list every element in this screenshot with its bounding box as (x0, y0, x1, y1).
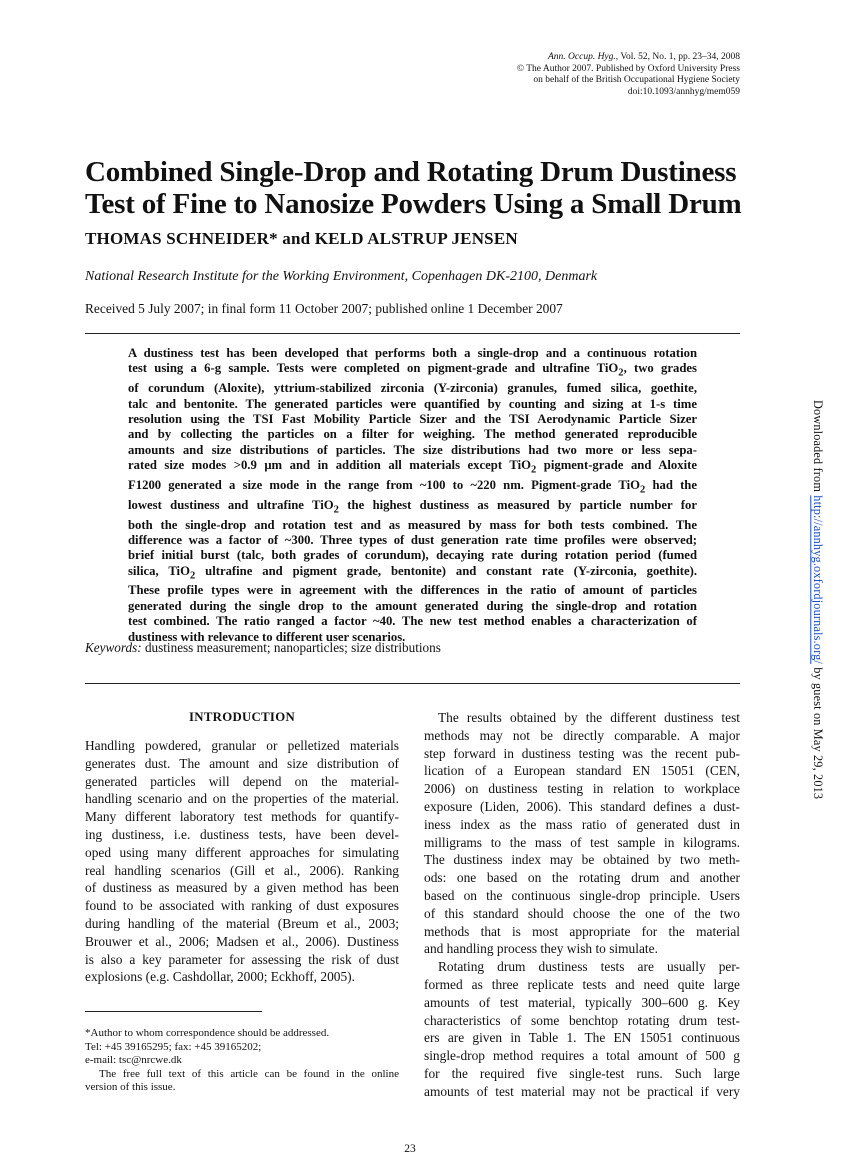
abstract-line: amounts and size distributions of particles. The size distributions had two more or less sepa- (128, 442, 697, 457)
abstract-line: rated size modes >0.9 μm and in addition all materials except TiO$_2$ pigment-grade and Aloxite (128, 457, 697, 476)
abstract (128, 346, 697, 645)
title-line: Combined Single-Drop and Rotating Drum Dustiness (85, 156, 737, 188)
section-heading-introduction: INTRODUCTION (189, 710, 295, 724)
body-line: milligrams to the mass of test sample in kilograms. (424, 834, 740, 850)
page-number: 23 (404, 1143, 416, 1155)
body-line: and handling process they wish to simulate. (424, 941, 658, 957)
body-line: 2006) on dustiness testing in relation to workplace (424, 781, 740, 797)
body-line: single-drop method requires a total amount of 500 g (424, 1048, 740, 1064)
journal-citation: Ann. Occup. Hyg., Vol. 52, No. 1, pp. 23–34, 2008 (547, 52, 740, 62)
footnote-line: The free full text of this article can be found in the online (99, 1067, 399, 1080)
divider-bottom (85, 683, 740, 684)
authors: THOMAS SCHNEIDER* and KELD ALSTRUP JENSEN (85, 229, 518, 248)
body-line: handling scenario and on the properties of the material. (85, 791, 399, 807)
body-line: generated particles will depend on the material- (85, 773, 399, 789)
abstract-line: generated during the single drop to the amount generated during the single-drop and rotation (128, 598, 697, 613)
body-line: ods: one based on the rotating drum and another (424, 870, 740, 886)
keywords (85, 640, 441, 656)
body-line: is also a key parameter for assessing the risk of dust (85, 951, 399, 967)
abstract-line: difference was a factor of ~300. Three types of dust generation rate time profiles were observed; (128, 532, 697, 547)
body-line: The dustiness index may be obtained by two meth- (424, 852, 740, 868)
doi-line: doi:10.1093/annhyg/mem059 (627, 87, 740, 98)
body-line: oped using many different approaches for simulating (85, 844, 399, 860)
body-line: real handling scenarios (Gill et al., 2006). Ranking (85, 862, 399, 878)
body-line: methods that is most appropriate for the material (424, 923, 740, 939)
abstract-line: silica, TiO$_2$ ultrafine and pigment grade, bentonite) and constant rate (Y-zirconia, goethite). (128, 563, 697, 582)
body-line: step forward in dustiness testing was the recent pub- (424, 745, 740, 761)
footnote-line: Tel: +45 39165295; fax: +45 39165202; (85, 1040, 262, 1053)
body-line: amounts of test material, typically 300–600 g. Key (424, 994, 740, 1010)
download-notice: Downloaded from http://annhyg.oxfordjournals.org/ by guest on May 29, 2013 (811, 400, 825, 800)
body-line: explosions (e.g. Cashdollar, 2000; Eckhoff, 2005). (85, 969, 355, 985)
abstract-line: lowest dustiness and ultrafine TiO$_2$ the highest dustiness as measured by particle number for (128, 497, 697, 516)
abstract-line: These profile types were in agreement with the differences in the ratio of amount of particles (128, 583, 697, 598)
body-column-right (424, 709, 740, 1101)
body-line: Handling powdered, granular or pelletized materials (85, 738, 399, 753)
journal-name: Ann. Occup. Hyg. (547, 52, 616, 62)
body-line: The results obtained by the different dustiness test (438, 710, 740, 725)
body-line: exposure (Liden, 2006). This standard defines a dust- (424, 798, 740, 814)
copyright-line: © The Author 2007. Published by Oxford University Press (516, 63, 740, 74)
abstract-line: both the single-drop and rotation test and as measured by mass for both tests combined. The (128, 517, 697, 532)
body-line: generates dust. The amount and size distribution of (85, 755, 399, 771)
abstract-line: and by collecting the particles on a filter for weighing. The method generated reproducible (128, 427, 697, 442)
body-line: found to be associated with ranking of dust exposures (85, 898, 399, 914)
affiliation: National Research Institute for the Working Environment, Copenhagen DK-2100, Denmark (85, 269, 598, 284)
society-line: on behalf of the British Occupational Hygiene Society (533, 75, 740, 86)
abstract-line: F1200 generated a size mode in the range from ~100 to ~220 nm. Pigment-grade TiO$_2$ had the (128, 477, 697, 496)
footnote-line: version of this issue. (85, 1081, 176, 1094)
abstract-line: brief initial burst (talc, both grades of corundum), decaying rate during rotation period (fumed (128, 548, 697, 563)
abstract-line: dustiness with relevance to different user scenarios. (128, 629, 406, 644)
body-line: iness index as the mass ratio of generated dust in (424, 816, 740, 832)
body-line: lication of a European standard EN 15051 (CEN, (424, 763, 740, 779)
body-line: of this standard should choose the one of the two (424, 905, 740, 921)
journal-header (360, 52, 740, 99)
abstract-line: resolution using the TSI Fast Mobility Particle Sizer and the TSI Aerodynamic Particle Sizer (128, 411, 697, 426)
title-line: Test of Fine to Nanosize Powders Using a Small Drum (85, 188, 742, 220)
footnote-rule (85, 1011, 262, 1012)
body-line: for the required five single-test runs. Such large (424, 1065, 740, 1081)
body-line: during handling of the material (Breum et al., 2003; (85, 915, 399, 931)
body-line: Rotating drum dustiness tests are usually per- (438, 959, 740, 975)
body-line: methods may not be directly comparable. A major (424, 727, 740, 743)
body-line: Many different laboratory test methods for quantify- (85, 809, 399, 825)
abstract-line: test combined. The ratio ranged a factor ~40. The new test method enables a characterization of (128, 614, 697, 629)
footnote-email: e-mail: tsc@nrcwe.dk (85, 1054, 182, 1067)
footnote (85, 1027, 399, 1095)
journal-site-link[interactable]: http://annhyg.oxfordjournals.org/ (811, 495, 825, 664)
abstract-line: talc and bentonite. The generated particles were quantified by counting and sizing at 1-s time (128, 396, 697, 411)
body-column-left (85, 737, 399, 986)
download-sidebar (810, 400, 838, 800)
divider-top (85, 333, 740, 334)
footnote-line: *Author to whom correspondence should be addressed. (85, 1027, 330, 1039)
body-line: formed as three replicate tests and need quite large (424, 976, 740, 992)
keywords-label: Keywords: (85, 640, 142, 655)
body-line: ers are given in Table 1. The EN 15051 continuous (424, 1030, 740, 1046)
body-line: ing dustiness, i.e. dustiness tests, have been devel- (85, 826, 399, 842)
abstract-line: of corundum (Aloxite), yttrium-stabilized zirconia (Y-zirconia) granules, fumed silica, goethite, (128, 381, 697, 396)
abstract-line: A dustiness test has been developed that performs both a single-drop and a continuous rotation (128, 346, 697, 360)
body-line: characteristics of some benchtop rotating drum test- (424, 1012, 740, 1028)
body-line: of dustiness as measured by a given method has been (85, 880, 399, 896)
body-line: based on the continuous single-drop principle. Users (424, 887, 740, 903)
received-dates: Received 5 July 2007; in final form 11 October 2007; published online 1 December 2007 (85, 301, 563, 316)
article-title (85, 156, 765, 220)
body-line: amounts of test material may not be practical if very (424, 1083, 740, 1099)
body-line: Brouwer et al., 2006; Madsen et al., 2006). Dustiness (85, 933, 399, 949)
keywords-text: dustiness measurement; nanoparticles; size distributions (141, 640, 441, 655)
abstract-line: test using a 6-g sample. Tests were completed on pigment-grade and ultrafine TiO$_2$, two grades (128, 361, 697, 379)
